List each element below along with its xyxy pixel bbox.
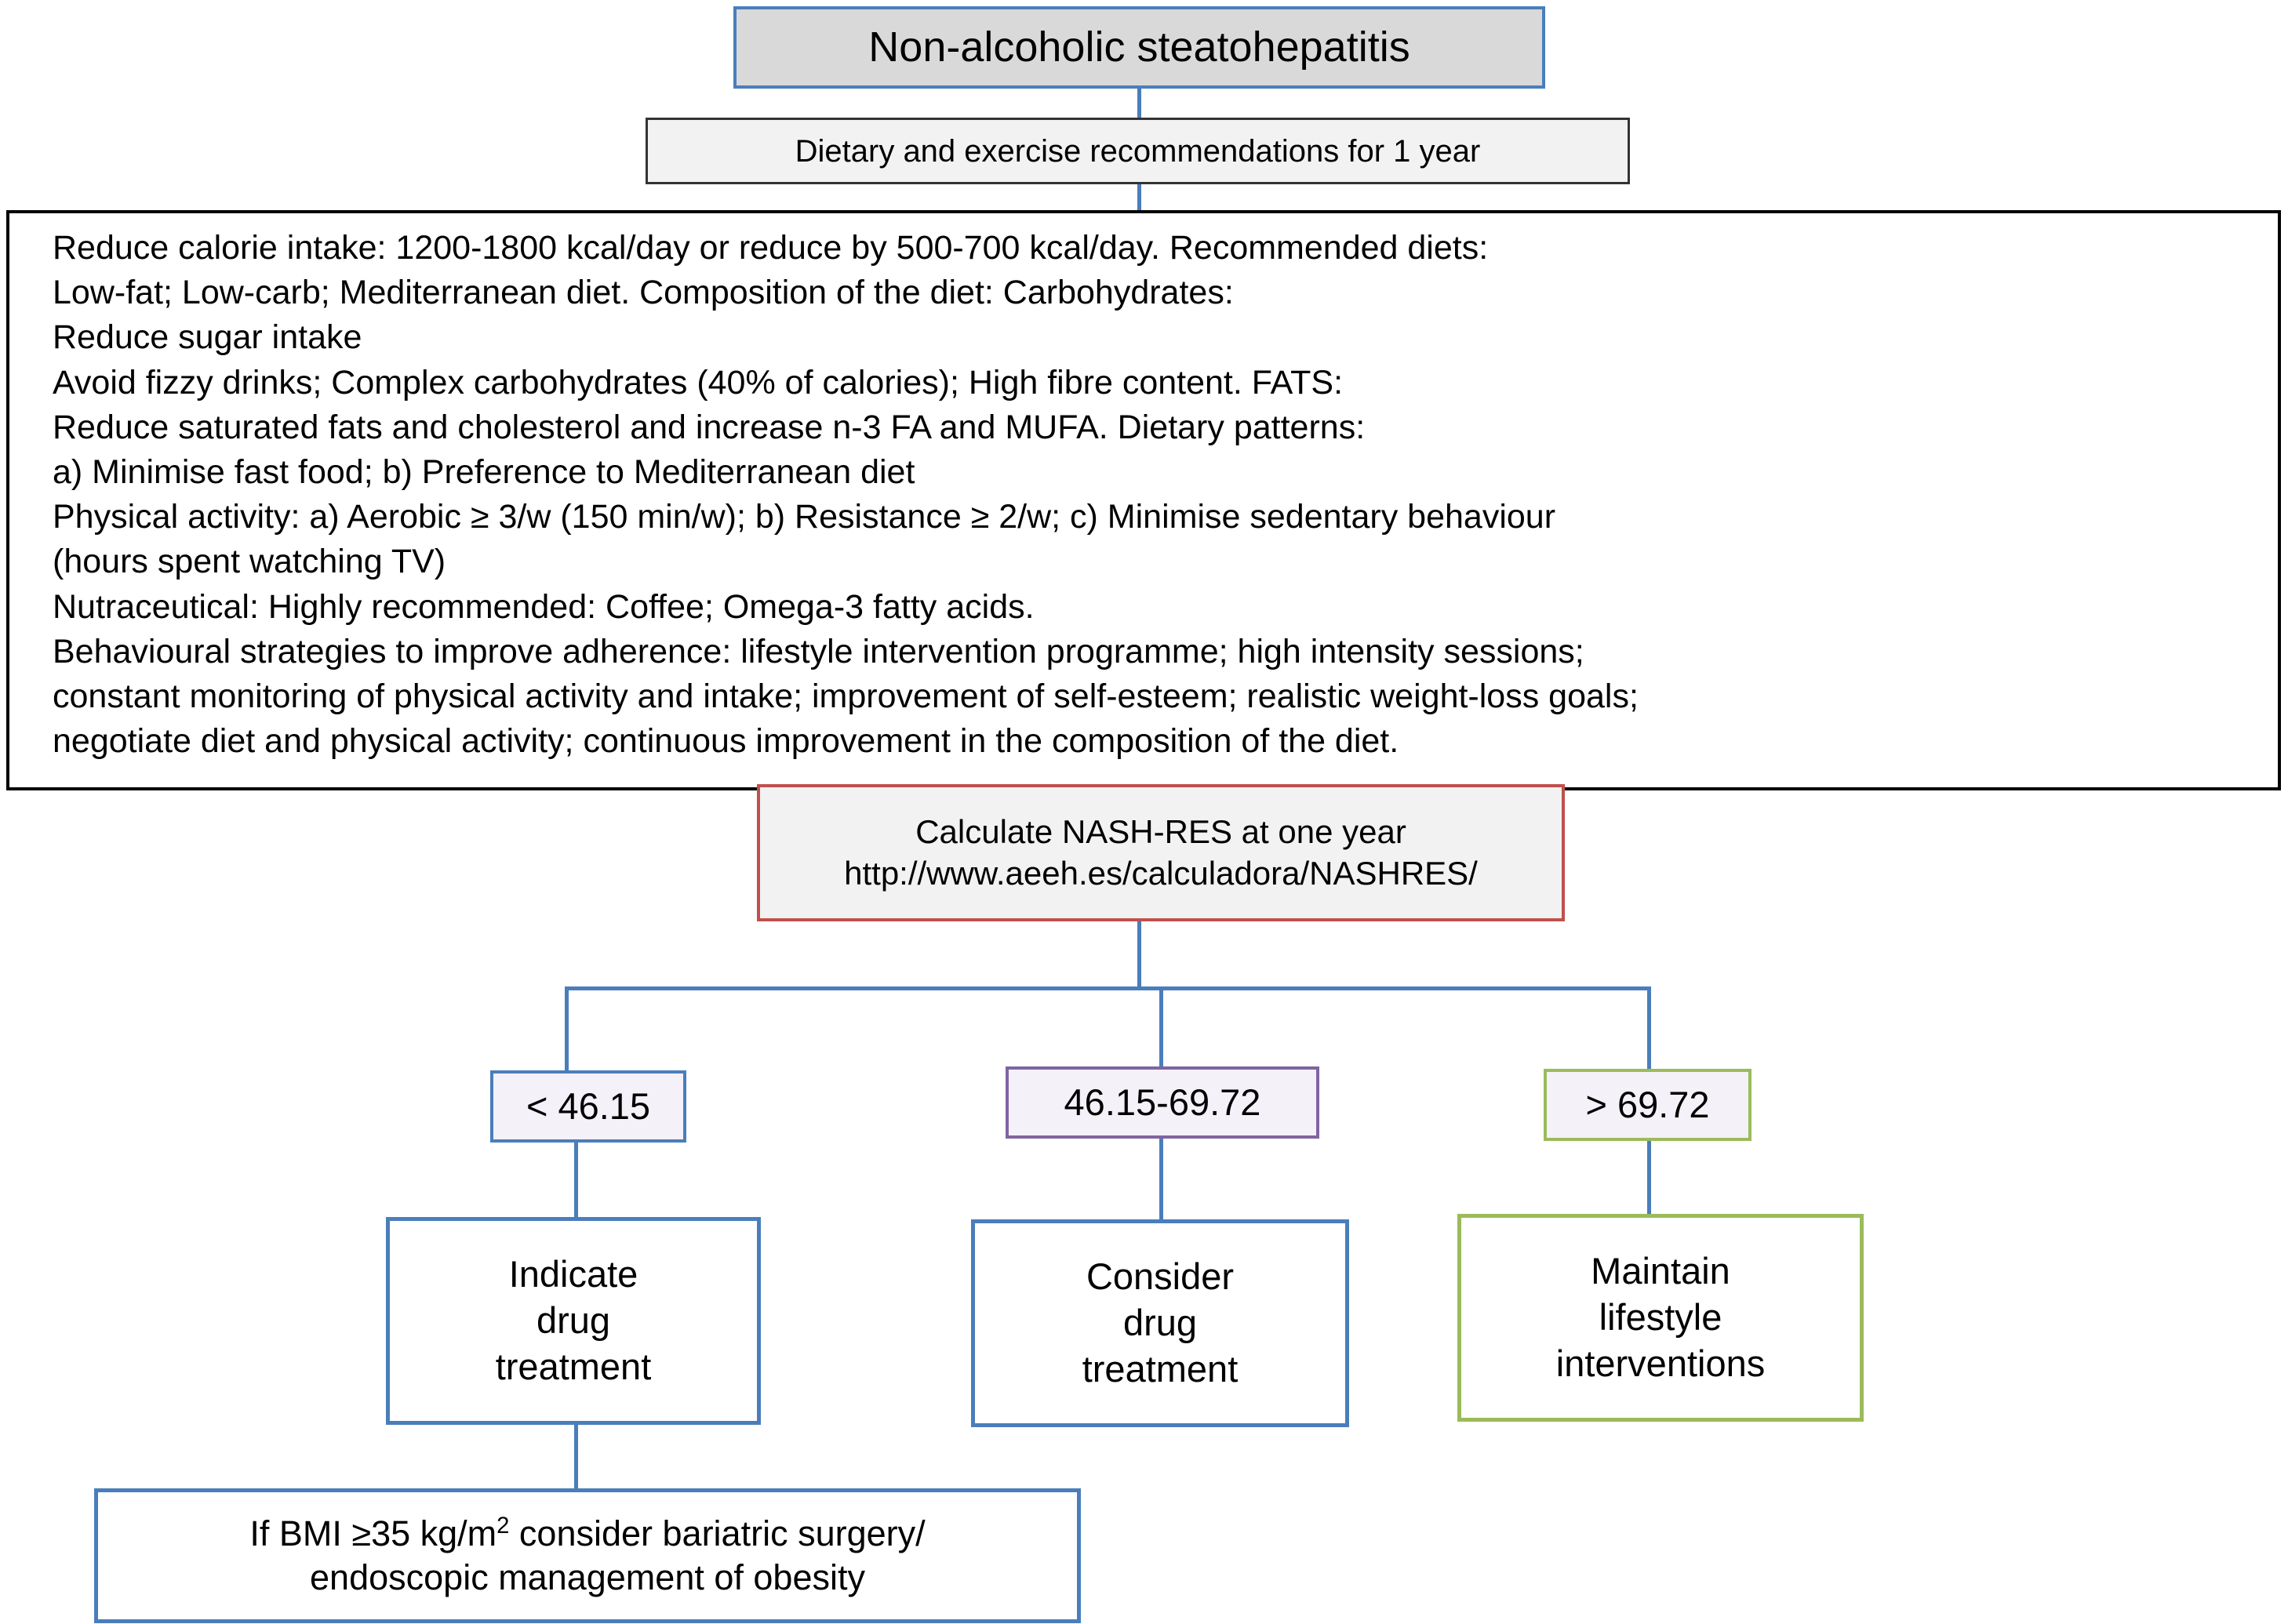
connector-outcome-to-bariatric: [574, 1425, 578, 1491]
outcome-line: lifestyle: [1599, 1296, 1722, 1339]
details-line: Physical activity: a) Aerobic ≥ 3/w (150 min/w); b) Resistance ≥ 2/w; c) Minimise sedentary behaviour: [53, 498, 1556, 536]
connector-score-high-to-outcome: [1647, 1141, 1651, 1215]
score-range-mid: 46.15-69.72: [1006, 1066, 1319, 1139]
outcome-line: drug: [1122, 1302, 1198, 1344]
details-line: Reduce sugar intake: [53, 318, 362, 357]
outcome-line: Maintain: [1591, 1250, 1730, 1292]
details-line: negotiate diet and physical activity; continuous improvement in the composition of the diet.: [53, 722, 1399, 761]
score-range-low: < 46.15: [490, 1070, 686, 1143]
outcome-line: drug: [536, 1299, 611, 1342]
connector-to-score-high: [1647, 986, 1651, 1071]
details-line: Low-fat; Low-carb; Mediterranean diet. Composition of the diet: Carbohydrates:: [53, 274, 1234, 312]
details-line: constant monitoring of physical activity and intake; improvement of self-esteem; realistic weight-loss goals;: [53, 677, 1639, 715]
outcome-line: Indicate: [508, 1253, 638, 1295]
connector-score-low-to-outcome: [574, 1143, 578, 1219]
connector-title-to-recs: [1137, 89, 1141, 120]
details-line: Reduce saturated fats and cholesterol and increase n-3 FA and MUFA. Dietary patterns:: [53, 408, 1366, 446]
connector-to-score-low: [565, 986, 569, 1073]
recommendations-header: Dietary and exercise recommendations for 1 year: [646, 118, 1630, 184]
connector-to-score-mid: [1159, 986, 1163, 1069]
bariatric-superscript: 2: [497, 1513, 510, 1539]
nash-res-title: Calculate NASH-RES at one year: [915, 813, 1406, 850]
bariatric-surgery-box: [94, 1488, 1081, 1623]
details-line: Nutraceutical: Highly recommended: Coffee; Omega-3 fatty acids.: [53, 587, 1035, 626]
score-range-high: > 69.72: [1544, 1069, 1751, 1141]
bariatric-text-pre: If BMI ≥35 kg/m: [249, 1513, 497, 1553]
connector-nashres-down: [1137, 921, 1141, 988]
connector-score-mid-to-outcome: [1159, 1139, 1163, 1221]
details-line: (hours spent watching TV): [53, 543, 446, 581]
diagram-title: Non-alcoholic steatohepatitis: [733, 6, 1545, 89]
bariatric-line-2: endoscopic management of obesity: [310, 1557, 865, 1597]
outcome-consider-drug-treatment: [971, 1219, 1349, 1427]
connector-recs-to-details: [1137, 184, 1141, 212]
details-line: Reduce calorie intake: 1200-1800 kcal/day or reduce by 500-700 kcal/day. Recommended diets:: [53, 229, 1489, 267]
nash-res-calculator-box: [757, 784, 1565, 921]
outcome-line: treatment: [1082, 1347, 1239, 1390]
details-line: Avoid fizzy drinks; Complex carbohydrates (40% of calories); High fibre content. FATS:: [53, 363, 1344, 401]
nash-res-url[interactable]: http://www.aeeh.es/calculadora/NASHRES/: [844, 854, 1478, 892]
recommendations-details: [6, 210, 2281, 790]
connector-split-horizontal: [565, 986, 1651, 990]
outcome-indicate-drug-treatment: [386, 1217, 761, 1425]
bariatric-text-post: consider bariatric surgery/: [509, 1513, 926, 1553]
outcome-line: Consider: [1086, 1255, 1235, 1298]
bariatric-line-1: [249, 1512, 925, 1556]
outcome-line: interventions: [1555, 1342, 1766, 1384]
outcome-maintain-lifestyle: [1457, 1214, 1864, 1422]
details-line: Behavioural strategies to improve adherence: lifestyle intervention programme; high intensity sessions;: [53, 632, 1584, 670]
details-line: a) Minimise fast food; b) Preference to Mediterranean diet: [53, 452, 915, 491]
outcome-line: treatment: [495, 1345, 652, 1387]
